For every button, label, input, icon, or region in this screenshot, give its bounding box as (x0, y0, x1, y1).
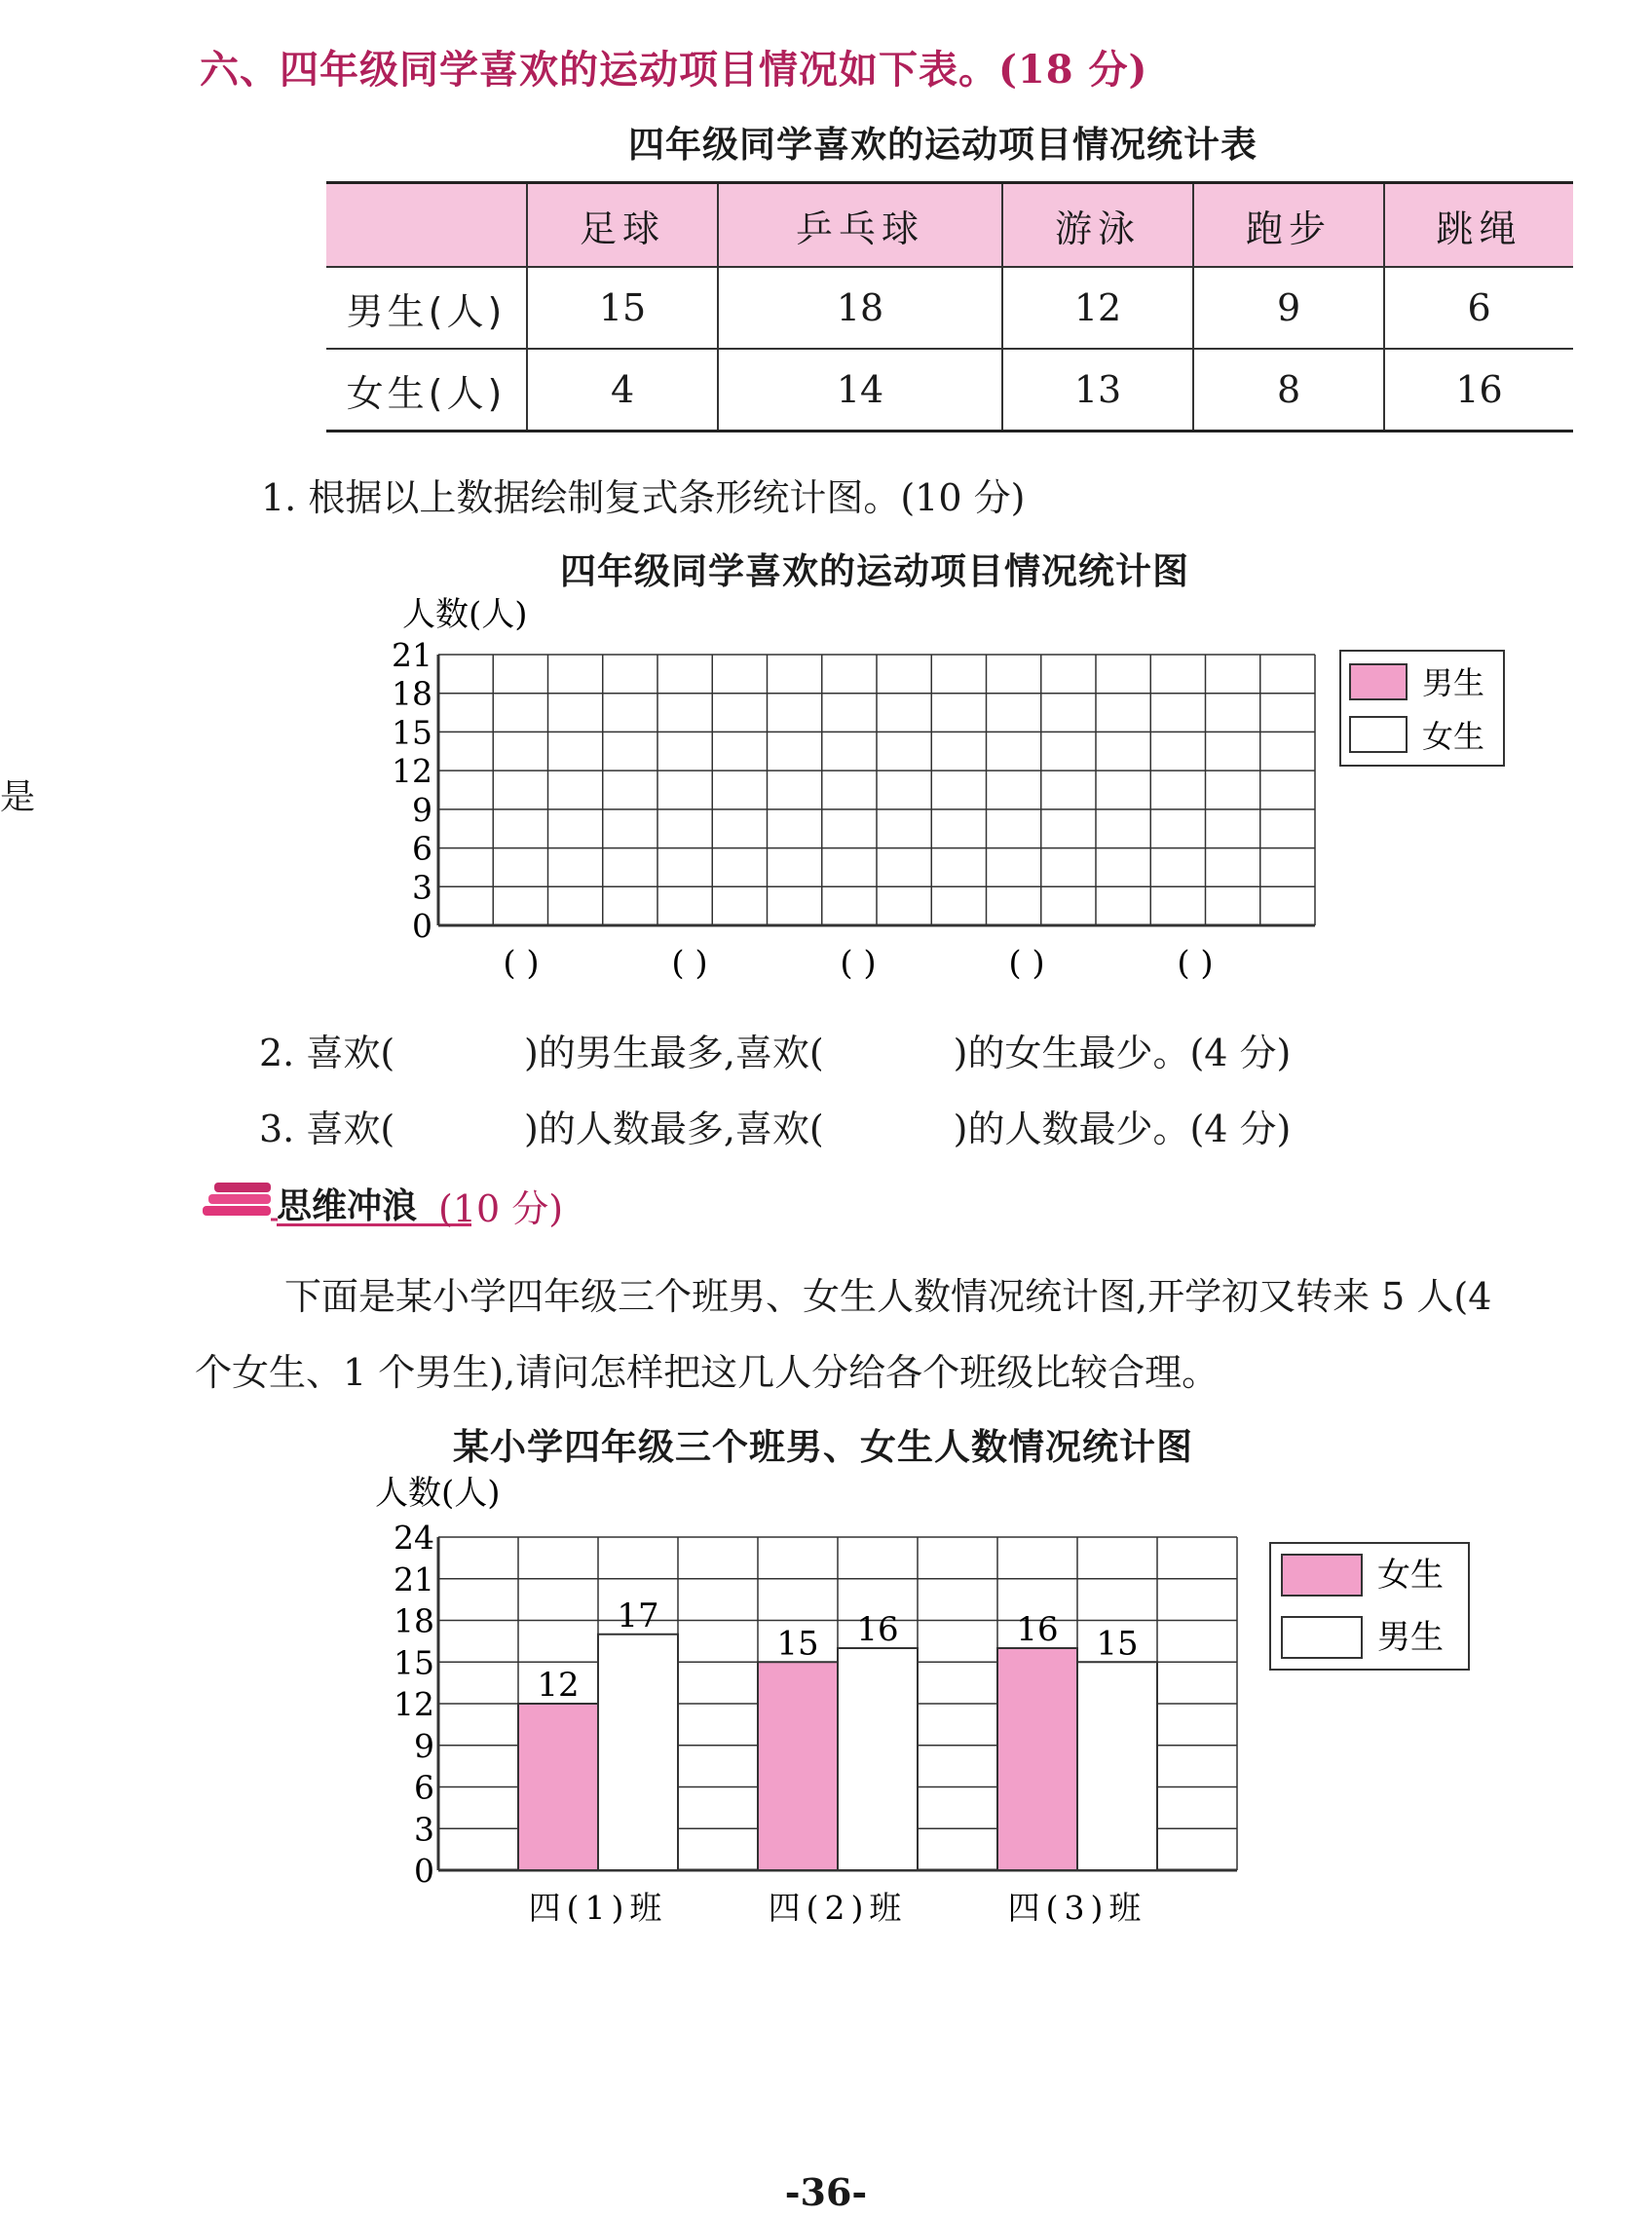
blank-ytick-label: 12 (392, 752, 432, 791)
table-caption: 四年级同学喜欢的运动项目情况统计表 (628, 123, 1258, 166)
table-header-cell: 跳绳 (1384, 183, 1573, 268)
think-badge-label: 思维冲浪 (277, 1186, 418, 1226)
page-number: -36- (784, 2170, 868, 2214)
blank-chart-xlabels (503, 944, 1213, 983)
table-cell: 12 (1002, 267, 1193, 349)
bar-ytick-label: 24 (394, 1519, 434, 1557)
table-cell: 6 (1384, 267, 1573, 349)
x-category-label: 四(2)班 (768, 1889, 908, 1927)
bar-ytick-label: 21 (394, 1559, 434, 1598)
legend-label-boys: 男生 (1377, 1618, 1444, 1657)
bar-ytick-label: 3 (414, 1810, 434, 1849)
blank-xcategory-slot: ( ) (840, 944, 877, 983)
blank-grid (438, 655, 1315, 925)
q1-chart-title: 四年级同学喜欢的运动项目情况统计图 (560, 549, 1189, 592)
legend-label-girls: 女生 (1377, 1556, 1444, 1595)
blank-grid-chart (370, 584, 1520, 994)
table-header-cell: 乒乓球 (718, 183, 1002, 268)
q3-text: 3. 喜欢( )的人数最多,喜欢( )的人数最少。(4 分) (259, 1108, 1292, 1150)
table-header-cell: 游泳 (1002, 183, 1193, 268)
think-paragraph-line2: 个女生、1 个男生),请问怎样把这几人分给各个班级比较合理。 (195, 1351, 1220, 1394)
bar-ytick-label: 6 (414, 1768, 434, 1807)
legend-label-girls: 女生 (1422, 718, 1485, 755)
q2-text: 2. 喜欢( )的男生最多,喜欢( )的女生最少。(4 分) (259, 1032, 1292, 1074)
table-row (326, 349, 1573, 432)
table-row (326, 267, 1573, 349)
blank-ytick-label: 15 (392, 713, 432, 752)
blank-chart-yticks (392, 636, 432, 945)
left-margin-fragment: 是 (0, 777, 36, 817)
chart-title: 某小学四年级三个班男、女生人数情况统计图 (453, 1425, 1193, 1468)
bar-ytick-label: 15 (394, 1643, 434, 1682)
bar-value-label: 16 (1016, 1610, 1059, 1649)
blank-ytick-label: 3 (412, 868, 432, 907)
table-header-cell: 足球 (527, 183, 718, 268)
bar-value-label: 16 (856, 1610, 899, 1649)
x-category-label: 四(1)班 (528, 1889, 668, 1927)
bar-boys (838, 1648, 918, 1870)
bar-ytick-label: 12 (394, 1685, 434, 1723)
table-cell: 9 (1193, 267, 1384, 349)
table-cell: 15 (527, 267, 718, 349)
think-score: (10 分) (438, 1187, 564, 1230)
table-cell: 4 (527, 349, 718, 432)
bar-girls (758, 1662, 838, 1870)
table-cell: 14 (718, 349, 1002, 432)
bar-boys (1077, 1662, 1157, 1870)
blank-xcategory-slot: ( ) (671, 944, 708, 983)
bar-boys (598, 1635, 678, 1870)
table-header-cell: 跑步 (1193, 183, 1384, 268)
blank-ytick-label: 0 (412, 907, 432, 945)
x-category-label: 四(3)班 (1007, 1889, 1147, 1927)
blank-ytick-label: 6 (412, 829, 432, 868)
bar-ytick-label: 18 (394, 1601, 434, 1640)
q1-text: 1. 根据以上数据绘制复式条形统计图。(10 分) (261, 476, 1026, 519)
blank-ytick-label: 21 (392, 636, 432, 674)
bar-chart-xlabels (529, 1889, 1147, 1927)
bar-value-label: 15 (776, 1624, 819, 1664)
table-header-cell (326, 183, 527, 268)
legend-swatch-girls (1282, 1555, 1362, 1596)
bar-value-label: 12 (537, 1666, 580, 1705)
table-cell: 16 (1384, 349, 1573, 432)
blank-xcategory-slot: ( ) (503, 944, 540, 983)
bar-girls (518, 1704, 598, 1870)
section-title: 六、四年级同学喜欢的运动项目情况如下表。(18 分) (200, 47, 1148, 93)
row-label: 女生(人) (326, 349, 527, 432)
think-paragraph-line1: 下面是某小学四年级三个班男、女生人数情况统计图,开学初又转来 5 人(4 (284, 1275, 1492, 1318)
blank-chart-ylabel: 人数(人) (402, 595, 528, 634)
bar-value-label: 17 (617, 1596, 659, 1635)
bar-girls (997, 1648, 1077, 1870)
blank-ytick-label: 9 (412, 790, 432, 829)
legend-swatch-boys (1350, 664, 1407, 699)
blank-chart-legend (1340, 651, 1504, 766)
blank-xcategory-slot: ( ) (1177, 944, 1214, 983)
chart-ylabel: 人数(人) (375, 1474, 501, 1513)
bar-value-label: 15 (1096, 1624, 1139, 1664)
table-cell: 18 (718, 267, 1002, 349)
books-icon (195, 1177, 278, 1225)
bar-chart-legend (1270, 1543, 1469, 1670)
bar-ytick-label: 0 (414, 1852, 434, 1890)
legend-label-boys: 男生 (1422, 664, 1485, 701)
bar-chart-yticks (394, 1519, 434, 1890)
legend-swatch-boys (1282, 1617, 1362, 1658)
stats-table (326, 181, 1573, 432)
row-label: 男生(人) (326, 267, 527, 349)
table-cell: 8 (1193, 349, 1384, 432)
blank-xcategory-slot: ( ) (1008, 944, 1045, 983)
bar-chart (360, 1461, 1481, 1948)
table-cell: 13 (1002, 349, 1193, 432)
blank-ytick-label: 18 (392, 674, 432, 713)
legend-swatch-girls (1350, 717, 1407, 752)
bar-ytick-label: 9 (414, 1726, 434, 1765)
